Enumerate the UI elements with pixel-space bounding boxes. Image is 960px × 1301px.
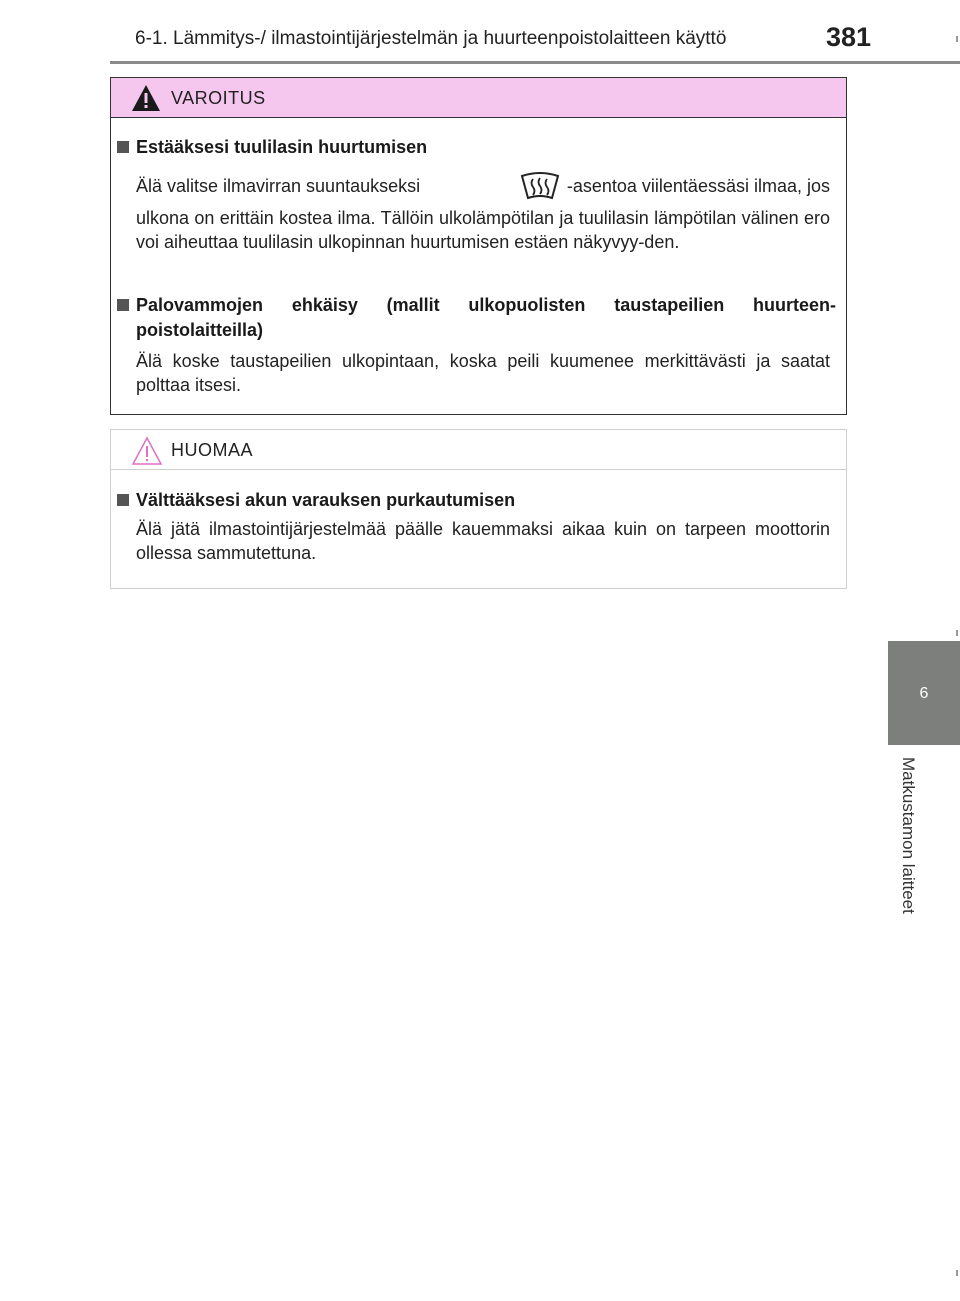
text-after-icon: -asentoa viilentäessäsi ilmaa, jos: [566, 176, 830, 196]
warning-item: [111, 135, 846, 254]
warning-item-title: Palovammojen ehkäisy (mallit ulkopuolisten taustapeilien huurteen-poistolaitteilla): [111, 293, 846, 343]
bullet-square-icon: [117, 299, 129, 311]
text-before-icon: Älä valitse ilmavirran suuntaukseksi: [136, 176, 421, 196]
warning-item-title: Estääksesi tuulilasin huurtumisen: [111, 135, 846, 160]
warning-item: [111, 293, 846, 397]
warning-box: [110, 77, 847, 415]
chapter-tab: [888, 641, 960, 745]
windshield-defroster-icon: [519, 170, 561, 202]
warning-box-header: [111, 78, 846, 118]
warning-item-text: [111, 170, 846, 254]
margin-tick: [956, 36, 958, 42]
notice-heading: HUOMAA: [171, 440, 254, 460]
page-header-title: 6-1. Lämmitys-/ ilmastointijärjestelmän ja huurteenpoistolaitteen käyttö: [135, 28, 727, 49]
bullet-square-icon: [117, 494, 129, 506]
bullet-square-icon: [117, 141, 129, 153]
page-number: 381: [826, 22, 872, 52]
notice-item-text: Älä jätä ilmastointijärjestelmää päälle kauemmaksi aikaa kuin on tarpeen moottorin ollessa sammutettuna.: [136, 519, 830, 563]
notice-item: [111, 488, 846, 565]
margin-tick: [956, 1270, 958, 1276]
warning-item-paragraph: ulkona on erittäin kostea ilma. Tällöin ulkolämpötilan ja tuulilasin lämpötilan välinen ero voi aiheuttaa tuulilasin ulkopinnan huurtumisen estäen näkyvyy-den.: [136, 208, 830, 252]
warning-icon: [131, 84, 161, 112]
caution-icon: [131, 436, 163, 466]
warning-heading: VAROITUS: [171, 88, 266, 108]
header-divider: [110, 61, 960, 64]
notice-box-header: [111, 430, 846, 470]
chapter-title: Matkustamon laitteet: [899, 757, 918, 914]
notice-item-title: Välttääksesi akun varauksen purkautumisen: [111, 488, 846, 513]
chapter-number: 6: [919, 685, 929, 702]
warning-item-text: Älä koske taustapeilien ulkopintaan, koska peili kuumenee merkittävästi ja saatat polttaa itsesi.: [136, 351, 830, 395]
margin-tick: [956, 630, 958, 636]
notice-box: [110, 429, 847, 589]
